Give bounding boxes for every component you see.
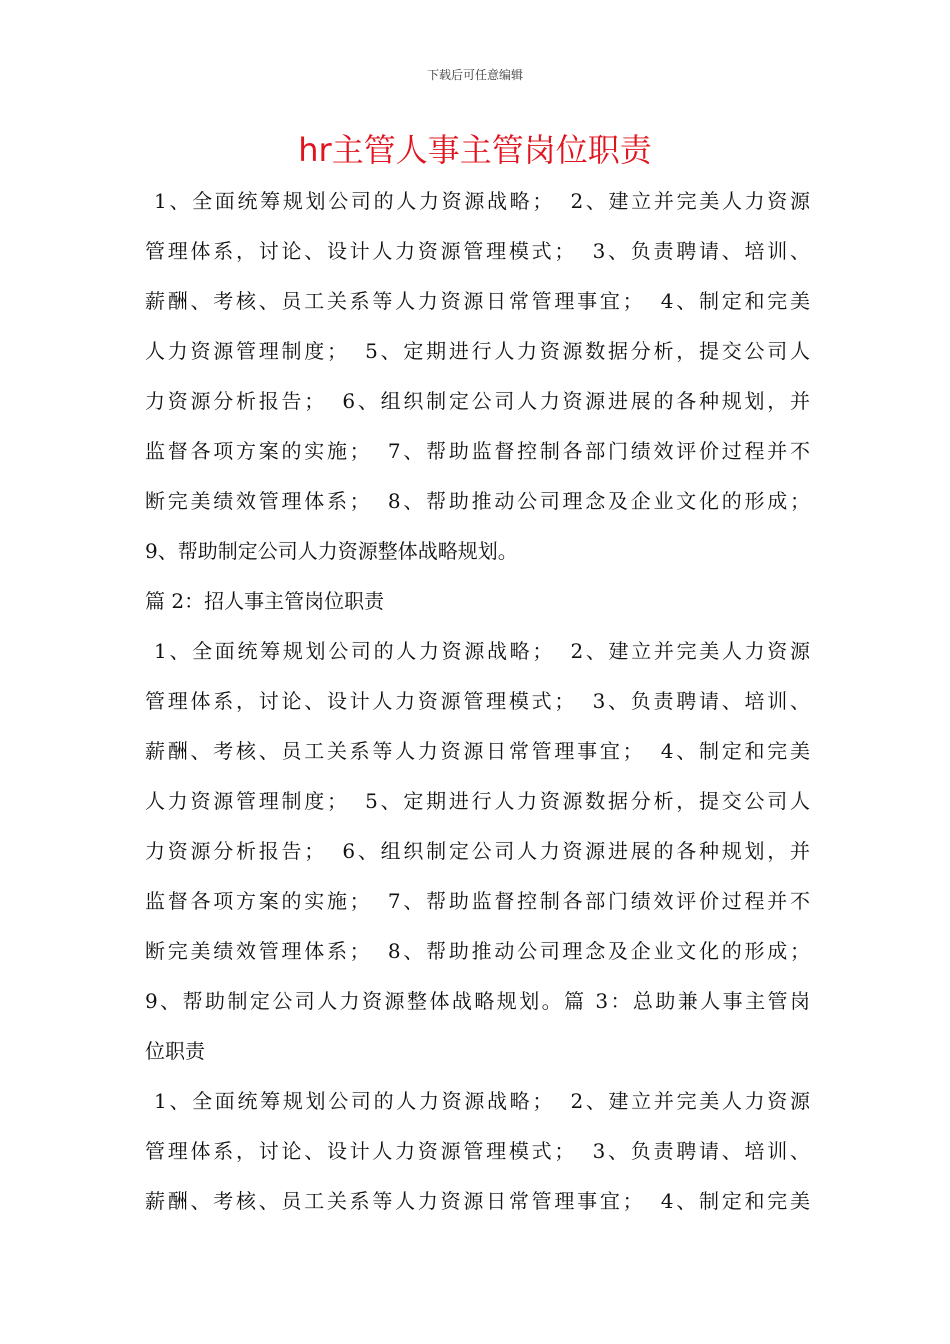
body-line: 管理体系，讨论、设计人力资源管理模式； 3、负责聘请、培训、: [145, 689, 810, 713]
body-line: 力资源分析报告； 6、组织制定公司人力资源进展的各种规划，并: [145, 389, 810, 413]
body-line: 薪酬、考核、员工关系等人力资源日常管理事宜； 4、制定和完美: [145, 739, 810, 763]
body-line: 薪酬、考核、员工关系等人力资源日常管理事宜； 4、制定和完美: [145, 289, 810, 313]
body-line: 监督各项方案的实施； 7、帮助监督控制各部门绩效评价过程并不: [145, 889, 810, 913]
body-line: 管理体系，讨论、设计人力资源管理模式； 3、负责聘请、培训、: [145, 239, 810, 263]
body-line: 监督各项方案的实施； 7、帮助监督控制各部门绩效评价过程并不: [145, 439, 810, 463]
body-line: 力资源分析报告； 6、组织制定公司人力资源进展的各种规划，并: [145, 839, 810, 863]
header-note: 下载后可任意编辑: [426, 68, 523, 82]
document-title: hr主管人事主管岗位职责: [298, 131, 652, 169]
body-line: 1、全面统筹规划公司的人力资源战略； 2、建立并完美人力资源: [145, 189, 810, 213]
body-line: 断完美绩效管理体系； 8、帮助推动公司理念及企业文化的形成；: [145, 489, 810, 513]
body-line: 1、全面统筹规划公司的人力资源战略； 2、建立并完美人力资源: [145, 1089, 810, 1113]
body-line: 薪酬、考核、员工关系等人力资源日常管理事宜； 4、制定和完美: [145, 1189, 810, 1213]
body-line: 9、帮助制定公司人力资源整体战略规划。篇 3：总助兼人事主管岗: [145, 989, 810, 1013]
body-line: 位职责: [145, 1039, 205, 1063]
document-body: [145, 176, 810, 1226]
body-line: 9、帮助制定公司人力资源整体战略规划。: [145, 539, 518, 563]
body-line: 断完美绩效管理体系； 8、帮助推动公司理念及企业文化的形成；: [145, 939, 810, 963]
body-line: 管理体系，讨论、设计人力资源管理模式； 3、负责聘请、培训、: [145, 1139, 810, 1163]
body-line: 人力资源管理制度； 5、定期进行人力资源数据分析，提交公司人: [145, 789, 810, 813]
body-line: 1、全面统筹规划公司的人力资源战略； 2、建立并完美人力资源: [145, 639, 810, 663]
body-line: 人力资源管理制度； 5、定期进行人力资源数据分析，提交公司人: [145, 339, 810, 363]
section-heading: 篇 2：招人事主管岗位职责: [145, 589, 385, 613]
